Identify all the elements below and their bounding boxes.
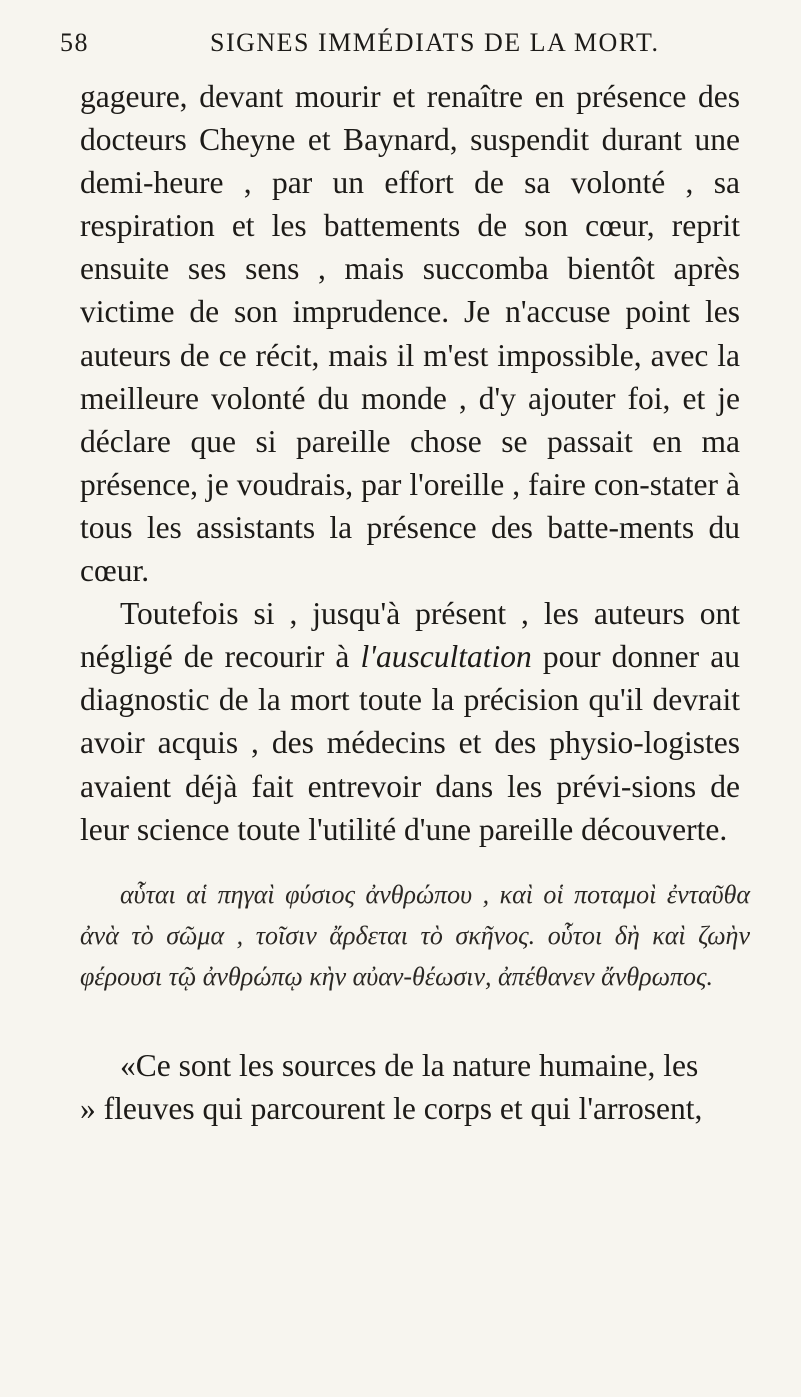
paragraph-2-start: Toutefois si , jusqu'à présent , les auteurs ont négligé de recourir à	[80, 596, 740, 675]
greek-quotation	[80, 874, 750, 997]
paragraph-1: gageure, devant mourir et renaître en présence des docteurs Cheyne et Baynard, suspendit durant une demi-heure , par un effort de sa volonté , sa respiration et les battements de son cœur, reprit ensuite ses sens , mais succomba bientôt après victime de son imprudence. Je n'accuse point les auteurs de ce récit, mais il m'est impossible, avec la meilleure volonté du monde , d'y ajouter foi, et je déclare que si pareille chose se passait en ma présence, je voudrais, par l'oreille , faire con-stater à tous les assistants la présence des batte-ments du cœur.	[80, 79, 740, 589]
translation-line-2: » fleuves qui parcourent le corps et qui l'arrosent,	[80, 1091, 703, 1126]
paragraph-2	[80, 592, 740, 851]
page-number: 58	[60, 28, 89, 57]
running-title: SIGNES IMMÉDIATS DE LA MORT.	[210, 28, 660, 57]
paragraph-2-end: pour donner au diagnostic de la mort toute la précision qu'il devrait avoir acquis , des médecins et des physio-logistes avaient déjà fait entrevoir dans les prévi-sions de leur science toute l'utilité d'une pareille découverte.	[80, 639, 740, 847]
page-header	[60, 28, 760, 68]
greek-text: αὗται αἱ πηγαὶ φύσιος ἀνθρώπου , καὶ οἱ ποταμοὶ ἐνταῦθα ἀνὰ τὸ σῶμα , τοῖσιν ἄρδεται τὸ σκῆνος. οὗτοι δὴ καὶ ζωὴν φέρουσι τῷ ἀνθρώπῳ κὴν αὐαν-θέωσιν, ἀπέθανεν ἄνθρωπος.	[80, 880, 750, 991]
auscultation-term: l'auscultation	[360, 639, 532, 675]
main-text	[80, 75, 740, 851]
translation-line-1: «Ce sont les sources de la nature humaine, les	[120, 1048, 699, 1083]
translation	[80, 1044, 750, 1130]
